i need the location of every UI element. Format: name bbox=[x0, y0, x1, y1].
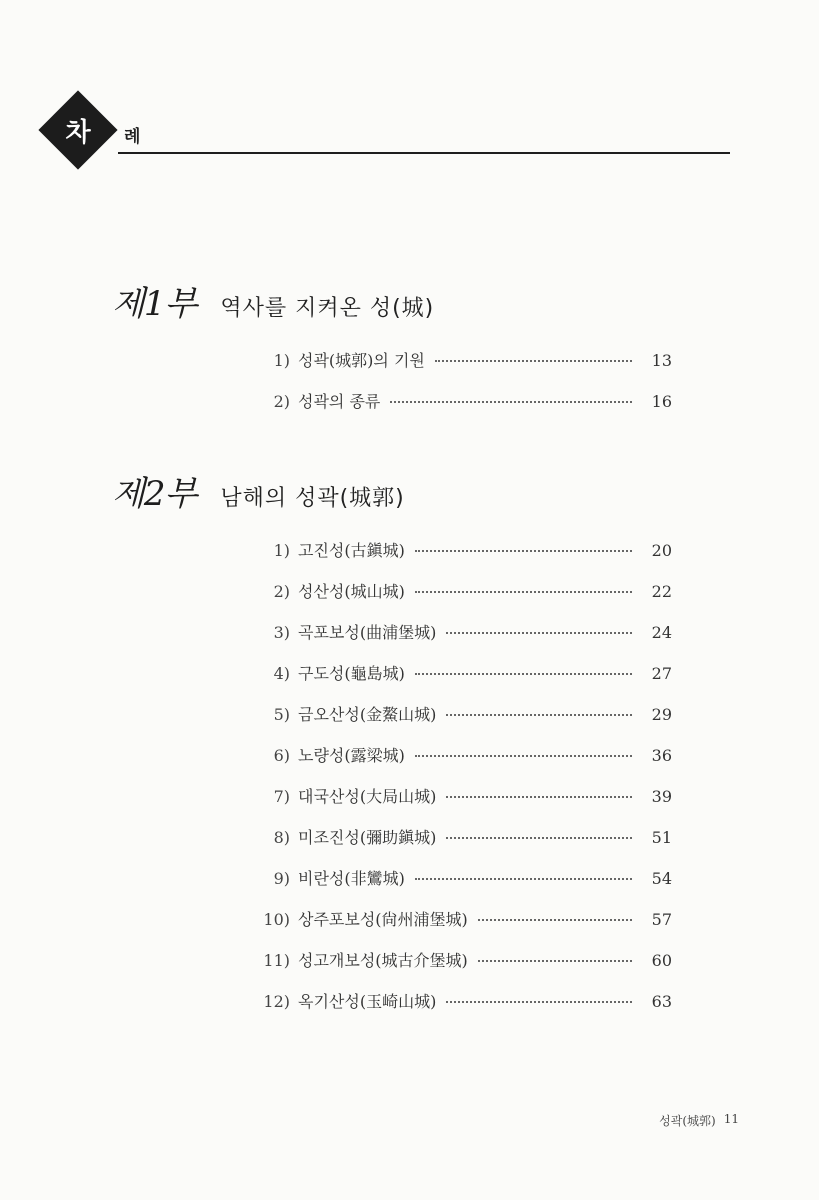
toc-entry[interactable] bbox=[248, 784, 672, 825]
toc-entry[interactable] bbox=[248, 661, 672, 702]
toc-entry[interactable] bbox=[248, 348, 672, 389]
toc-header bbox=[40, 98, 730, 168]
toc-entry[interactable] bbox=[248, 702, 672, 743]
leader-dots bbox=[446, 1001, 632, 1003]
entry-page: 16 bbox=[651, 392, 672, 411]
entry-page: 39 bbox=[651, 787, 672, 806]
leader-dots bbox=[415, 878, 632, 880]
entry-number: 5) bbox=[273, 705, 290, 724]
toc-entry[interactable] bbox=[248, 907, 672, 948]
leader-dots bbox=[390, 401, 632, 403]
entry-number: 1) bbox=[273, 541, 290, 560]
entry-page: 27 bbox=[651, 664, 672, 683]
entry-title: 구도성(龜島城) bbox=[298, 664, 405, 683]
toc-entry[interactable] bbox=[248, 989, 672, 1030]
entry-title: 비란성(非鸞城) bbox=[298, 869, 405, 888]
entry-title: 상주포보성(尙州浦堡城) bbox=[298, 910, 468, 929]
leader-dots bbox=[446, 796, 632, 798]
entry-title: 대국산성(大局山城) bbox=[298, 787, 437, 806]
toc-entry[interactable] bbox=[248, 743, 672, 784]
entry-number: 6) bbox=[273, 746, 290, 765]
leader-dots bbox=[446, 632, 632, 634]
toc-entry[interactable] bbox=[248, 389, 672, 430]
leader-dots bbox=[415, 755, 632, 757]
part-label: 제2부 bbox=[112, 474, 197, 514]
leader-dots bbox=[446, 837, 632, 839]
entry-number: 8) bbox=[273, 828, 290, 847]
entry-title: 미조진성(彌助鎭城) bbox=[298, 828, 437, 847]
part-2-heading bbox=[112, 466, 405, 515]
entry-page: 29 bbox=[651, 705, 672, 724]
entry-title: 곡포보성(曲浦堡城) bbox=[298, 623, 437, 642]
entry-title: 금오산성(金鰲山城) bbox=[298, 705, 437, 724]
leader-dots bbox=[478, 960, 632, 962]
header-rule bbox=[118, 152, 730, 154]
header-char: 차 bbox=[65, 117, 91, 148]
entry-number: 11) bbox=[263, 951, 290, 970]
part-label: 제1부 bbox=[112, 284, 197, 324]
leader-dots bbox=[435, 360, 632, 362]
entry-page: 22 bbox=[651, 582, 672, 601]
part-title: 남해의 성곽(城郭) bbox=[220, 486, 405, 511]
toc-entry[interactable] bbox=[248, 620, 672, 661]
entry-number: 9) bbox=[273, 869, 290, 888]
entry-page: 63 bbox=[651, 992, 672, 1011]
entry-page: 60 bbox=[651, 951, 672, 970]
entry-page: 54 bbox=[651, 869, 672, 888]
part-1-heading bbox=[112, 276, 434, 325]
toc-entry[interactable] bbox=[248, 825, 672, 866]
entry-title: 성곽의 종류 bbox=[298, 392, 381, 411]
entry-page: 57 bbox=[651, 910, 672, 929]
entry-title: 성고개보성(城古介堡城) bbox=[298, 951, 468, 970]
part-1-entries bbox=[248, 348, 672, 430]
entry-number: 1) bbox=[273, 351, 290, 370]
entry-title: 고진성(古鎭城) bbox=[298, 541, 405, 560]
entry-number: 4) bbox=[273, 664, 290, 683]
header-rest: 례 bbox=[124, 127, 141, 147]
footer-page-number: 11 bbox=[723, 1112, 739, 1126]
entry-number: 10) bbox=[263, 910, 290, 929]
entry-number: 7) bbox=[273, 787, 290, 806]
toc-entry[interactable] bbox=[248, 948, 672, 989]
toc-entry[interactable] bbox=[248, 866, 672, 907]
entry-title: 옥기산성(玉崎山城) bbox=[298, 992, 437, 1011]
leader-dots bbox=[415, 673, 632, 675]
part-2-entries bbox=[248, 538, 672, 1030]
entry-page: 13 bbox=[651, 351, 672, 370]
page-footer bbox=[659, 1112, 739, 1129]
entry-number: 2) bbox=[273, 392, 290, 411]
toc-entry[interactable] bbox=[248, 538, 672, 579]
leader-dots bbox=[415, 550, 632, 552]
leader-dots bbox=[415, 591, 632, 593]
part-title: 역사를 지켜온 성(城) bbox=[220, 296, 435, 321]
entry-number: 2) bbox=[273, 582, 290, 601]
entry-title: 노량성(露梁城) bbox=[298, 746, 405, 765]
entry-title: 성곽(城郭)의 기원 bbox=[298, 351, 425, 370]
entry-page: 20 bbox=[651, 541, 672, 560]
entry-page: 36 bbox=[651, 746, 672, 765]
footer-title: 성곽(城郭) bbox=[659, 1114, 716, 1128]
toc-entry[interactable] bbox=[248, 579, 672, 620]
entry-number: 3) bbox=[273, 623, 290, 642]
entry-page: 24 bbox=[651, 623, 672, 642]
leader-dots bbox=[446, 714, 632, 716]
entry-number: 12) bbox=[263, 992, 290, 1011]
entry-title: 성산성(城山城) bbox=[298, 582, 405, 601]
entry-page: 51 bbox=[651, 828, 672, 847]
leader-dots bbox=[478, 919, 632, 921]
